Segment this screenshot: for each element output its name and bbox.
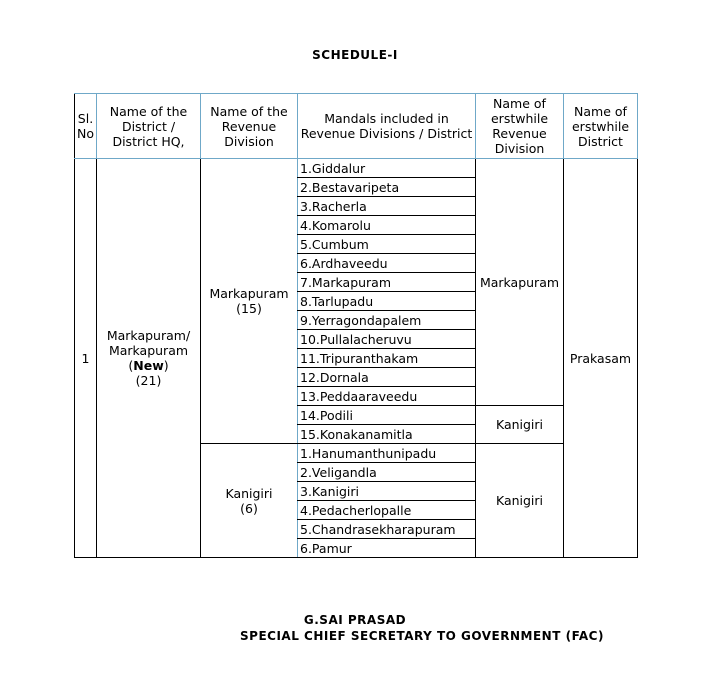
mandal-cell: 5.Chandrasekharapuram [298,520,476,539]
header-row [75,94,638,159]
mandal-cell: 1.Hanumanthunipadu [298,444,476,463]
mandal-cell: 6.Ardhaveedu [298,254,476,273]
mandal-cell: 2.Bestavaripeta [298,178,476,197]
schedule-table [74,93,638,558]
mandal-cell: 15.Konakanamitla [298,425,476,444]
mandal-cell: 14.Podili [298,406,476,425]
header-erstwhile-district: Name of erstwhile District [564,94,638,159]
division-2-count: (6) [240,500,258,516]
division-markapuram-cell [201,159,298,444]
mandal-cell: 11.Tripuranthakam [298,349,476,368]
mandal-cell: 7.Markapuram [298,273,476,292]
district-new-label: New [133,358,164,373]
mandal-cell: 5.Cumbum [298,235,476,254]
mandal-cell: 3.Racherla [298,197,476,216]
erstwhile-district-cell: Prakasam [564,159,638,558]
mandal-cell: 6.Pamur [298,539,476,558]
division-1-name: Markapuram [209,286,289,301]
schedule-heading: SCHEDULE-I [312,48,398,62]
mandal-cell: 12.Dornala [298,368,476,387]
signature-title: SPECIAL CHIEF SECRETARY TO GOVERNMENT (FAC) [240,629,604,643]
sl-no-cell: 1 [75,159,97,558]
header-revenue-division: Name of the Revenue Division [201,94,298,159]
header-mandals: Mandals included in Revenue Divisions / District [298,94,476,159]
mandal-cell: 2.Veligandla [298,463,476,482]
district-count: (21) [135,373,162,388]
mandal-cell: 4.Komarolu [298,216,476,235]
mandal-cell: 13.Peddaaraveedu [298,387,476,406]
header-sl-no: Sl. No [75,94,97,159]
division-2-name: Kanigiri [225,485,273,501]
table-row [75,159,638,178]
division-kanigiri-cell [201,444,298,558]
mandal-cell: 10.Pullalacheruvu [298,330,476,349]
district-name: Markapuram/ Markapuram [106,328,191,358]
district-cell: Markapuram/ Markapuram (New) (21) [97,159,201,558]
header-district: Name of the District / District HQ, [97,94,201,159]
mandal-cell: 3.Kanigiri [298,482,476,501]
mandal-cell: 1.Giddalur [298,159,476,178]
erstwhile-division-1-cell: Markapuram [476,159,564,406]
signature-name: G.SAI PRASAD [303,613,407,627]
erstwhile-division-2-cell: Kanigiri [476,406,564,444]
schedule-table-wrapper [74,93,638,558]
erstwhile-division-3-cell: Kanigiri [476,444,564,558]
header-erstwhile-division: Name of erstwhile Revenue Division [476,94,564,159]
mandal-cell: 9.Yerragondapalem [298,311,476,330]
division-1-count: (15) [236,301,262,316]
mandal-cell: 8.Tarlupadu [298,292,476,311]
mandal-cell: 4.Pedacherlopalle [298,501,476,520]
